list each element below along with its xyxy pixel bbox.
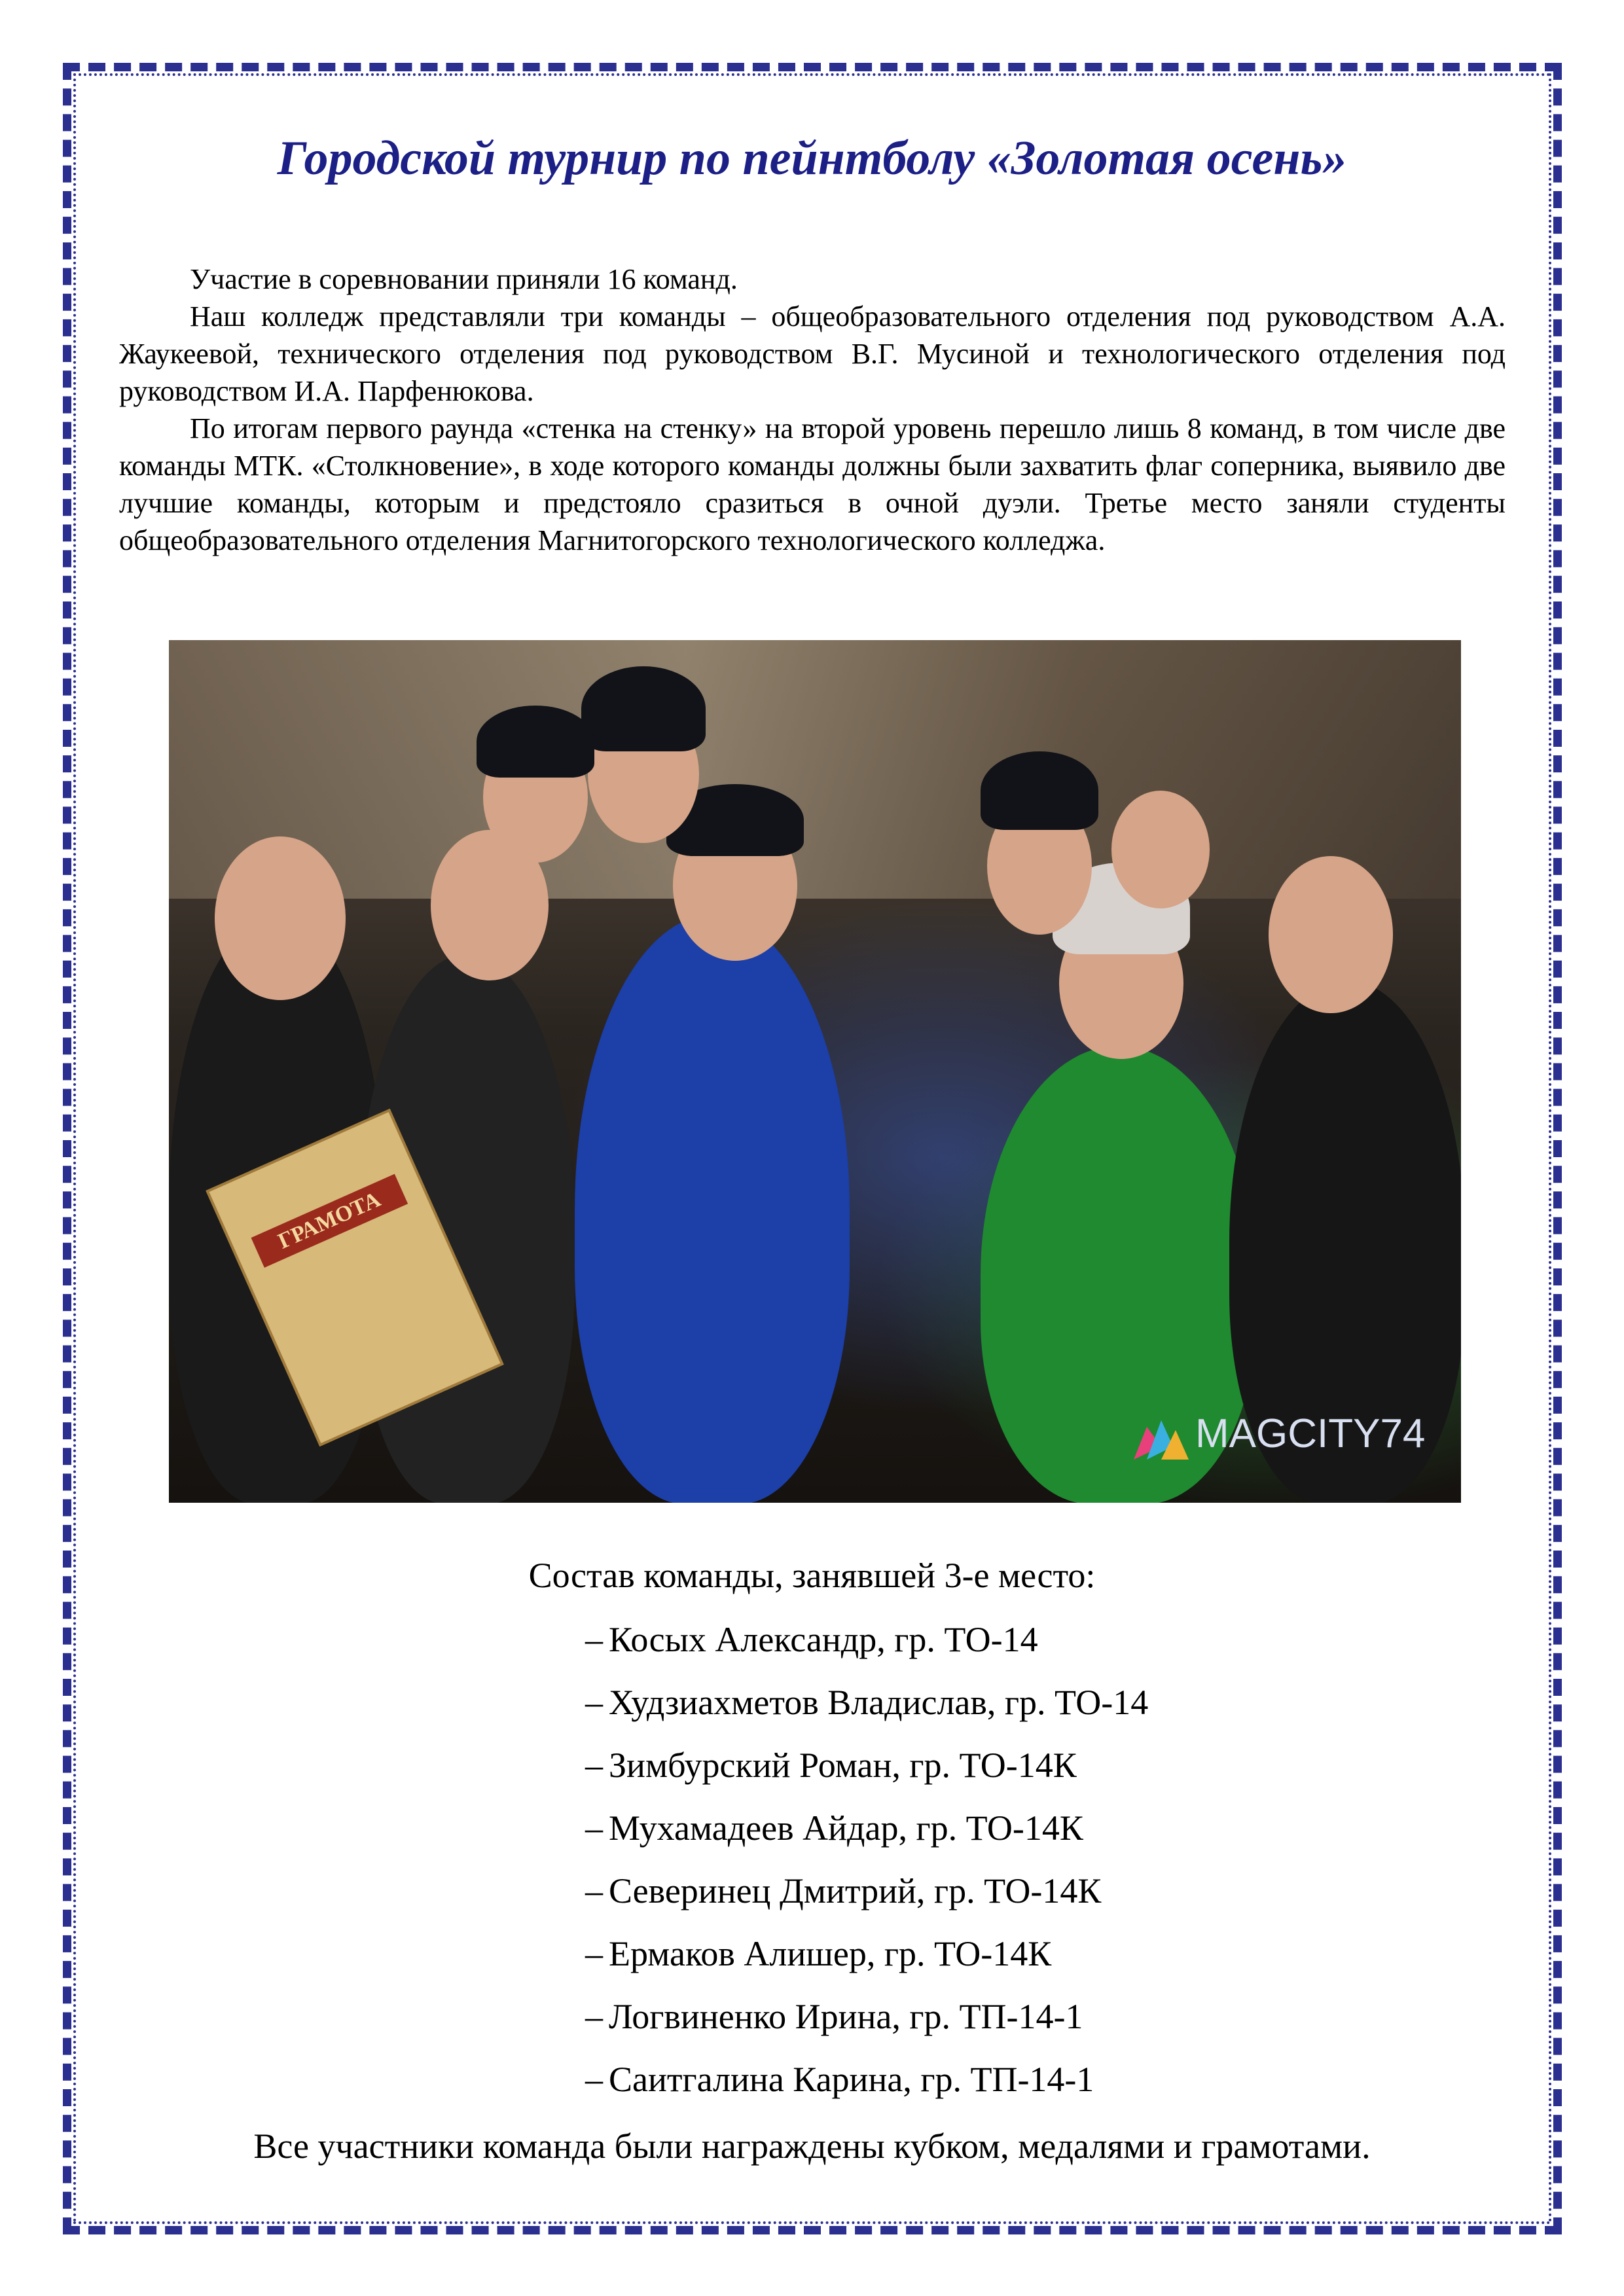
paragraph-teams: Наш колледж представляли три команды – общеобразовательного отделения под руководством А.А. Жаукеевой, технического отделения под руководством В.Г. Мусиной и технологического отделения под руководством И.А. Парфенюкова. xyxy=(119,300,1506,407)
closing-text: Все участники команда были награждены кубком, медалями и грамотами. xyxy=(253,2126,1371,2166)
paragraph-results: По итогам первого раунда «стенка на стенку» на второй уровень перешло лишь 8 команд, в том числе две команды МТК. «Столкновение», в ходе которого команды должны были захватить флаг соперника, выявило две лучшие команды, которым и предстояло сразиться в очной дуэли. Третье место заняли студенты общеобразовательного отделения Магнитогорского технологического колледжа. xyxy=(119,412,1506,556)
person-head xyxy=(215,836,346,1000)
person-figure xyxy=(575,915,850,1503)
page-title: Городской турнир по пейнтболу «Золотая осень» xyxy=(277,132,1347,185)
person-hat xyxy=(581,666,706,751)
paragraph-participants: Участие в соревновании приняли 16 команд. xyxy=(190,263,738,295)
photo-background-wall xyxy=(169,640,1461,899)
person-hat xyxy=(477,706,594,778)
list-item: – Логвиненко Ирина, гр. ТП-14-1 xyxy=(585,1997,1083,2036)
list-item: – Зимбурский Роман, гр. ТО-14К xyxy=(585,1746,1077,1785)
person-hat xyxy=(981,751,1098,830)
team-photo xyxy=(169,640,1461,1503)
list-item: – Мухамадеев Айдар, гр. ТО-14К xyxy=(585,1808,1083,1848)
list-item: – Косых Александр, гр. ТО-14 xyxy=(585,1620,1038,1659)
certificate-banner: ГРАМОТА xyxy=(251,1174,408,1268)
person-head xyxy=(1269,856,1393,1013)
watermark-text: MAGCITY74 xyxy=(1195,1411,1426,1456)
watermark-logo xyxy=(1134,1405,1435,1463)
intro-text xyxy=(119,260,1506,559)
magcity-logo-icon xyxy=(1134,1414,1189,1460)
list-item: – Северинец Дмитрий, гр. ТО-14К xyxy=(585,1871,1102,1910)
list-item: – Саитгалина Карина, гр. ТП-14-1 xyxy=(585,2060,1094,2099)
team-heading: Состав команды, занявшей 3-е место: xyxy=(528,1556,1096,1595)
person-head xyxy=(1111,791,1210,908)
list-item: – Ермаков Алишер, гр. ТО-14К xyxy=(585,1934,1052,1973)
team-members-list xyxy=(585,1617,1148,2119)
list-item: – Худзиахметов Владислав, гр. ТО-14 xyxy=(585,1683,1149,1722)
